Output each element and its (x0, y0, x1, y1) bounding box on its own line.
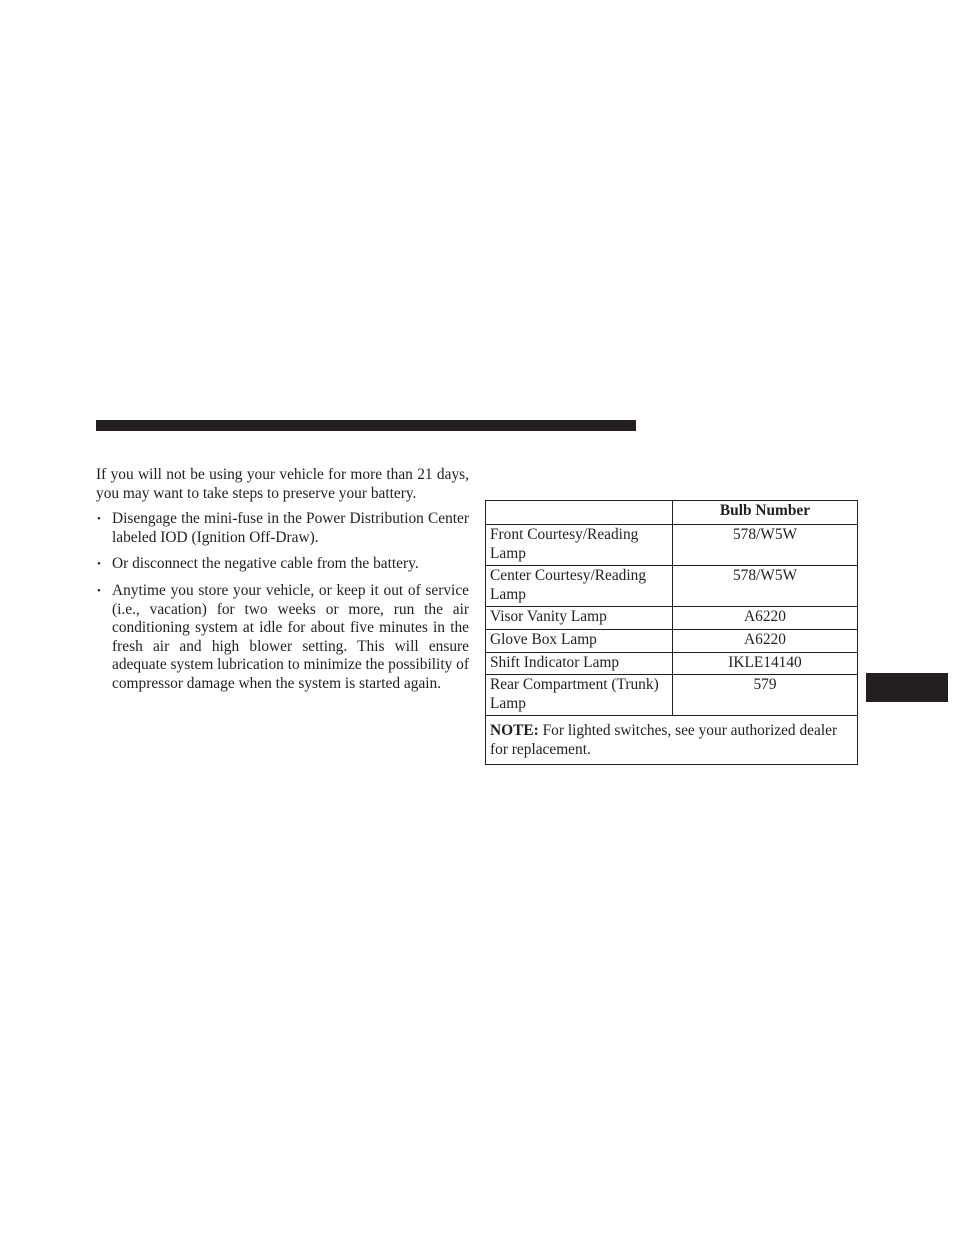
lamp-cell: Center Courtesy/Reading Lamp (486, 566, 673, 607)
table-row (486, 652, 858, 675)
bullet-icon: • (97, 558, 101, 571)
bulb-cell: A6220 (673, 607, 858, 630)
lamp-cell: Shift Indicator Lamp (486, 652, 673, 675)
bullet-text: Or disconnect the negative cable from the battery. (112, 555, 419, 573)
bullet-item (96, 555, 469, 574)
bullet-list (96, 510, 469, 693)
intro-paragraph: If you will not be using your vehicle for more than 21 days, you may want to take steps to preserve your battery. (96, 466, 469, 502)
table-row (486, 525, 858, 566)
header-bulb-number: Bulb Number (673, 501, 858, 525)
bulb-cell: 579 (673, 675, 858, 716)
chapter-tab (866, 673, 948, 702)
lamp-cell: Rear Compartment (Trunk) Lamp (486, 675, 673, 716)
note-cell (486, 716, 858, 764)
bullet-text: Anytime you store your vehicle, or keep it out of service (i.e., vacation) for two weeks or more, run the air conditioning system at idle for about five minutes in the fresh air and high blower setting. This will ensure adequate system lubrication to minimize the possibility of compressor damage when the system is started again. (112, 581, 469, 692)
battery-storage-section (96, 466, 469, 702)
bullet-text: Disengage the mini-fuse in the Power Distribution Center labeled IOD (Ignition Off-Draw). (112, 510, 469, 546)
note-row (486, 716, 858, 764)
bulb-table (485, 500, 858, 765)
lamp-cell: Visor Vanity Lamp (486, 607, 673, 630)
table-row (486, 629, 858, 652)
table-row (486, 675, 858, 716)
bullet-item (96, 510, 469, 547)
bulb-cell: 578/W5W (673, 525, 858, 566)
bulb-cell: 578/W5W (673, 566, 858, 607)
bullet-icon: • (97, 584, 101, 597)
lamp-cell: Front Courtesy/Reading Lamp (486, 525, 673, 566)
table-row (486, 566, 858, 607)
bulb-cell: IKLE14140 (673, 652, 858, 675)
bullet-item (96, 582, 469, 694)
note-label: NOTE: (490, 722, 539, 740)
section-header-rule (96, 420, 636, 431)
bulb-cell: A6220 (673, 629, 858, 652)
table-header-row (486, 501, 858, 525)
bullet-icon: • (97, 513, 101, 526)
note-text: For lighted switches, see your authorized dealer for replacement. (490, 722, 838, 758)
table-row (486, 607, 858, 630)
header-lamp (486, 501, 673, 525)
lamp-cell: Glove Box Lamp (486, 629, 673, 652)
